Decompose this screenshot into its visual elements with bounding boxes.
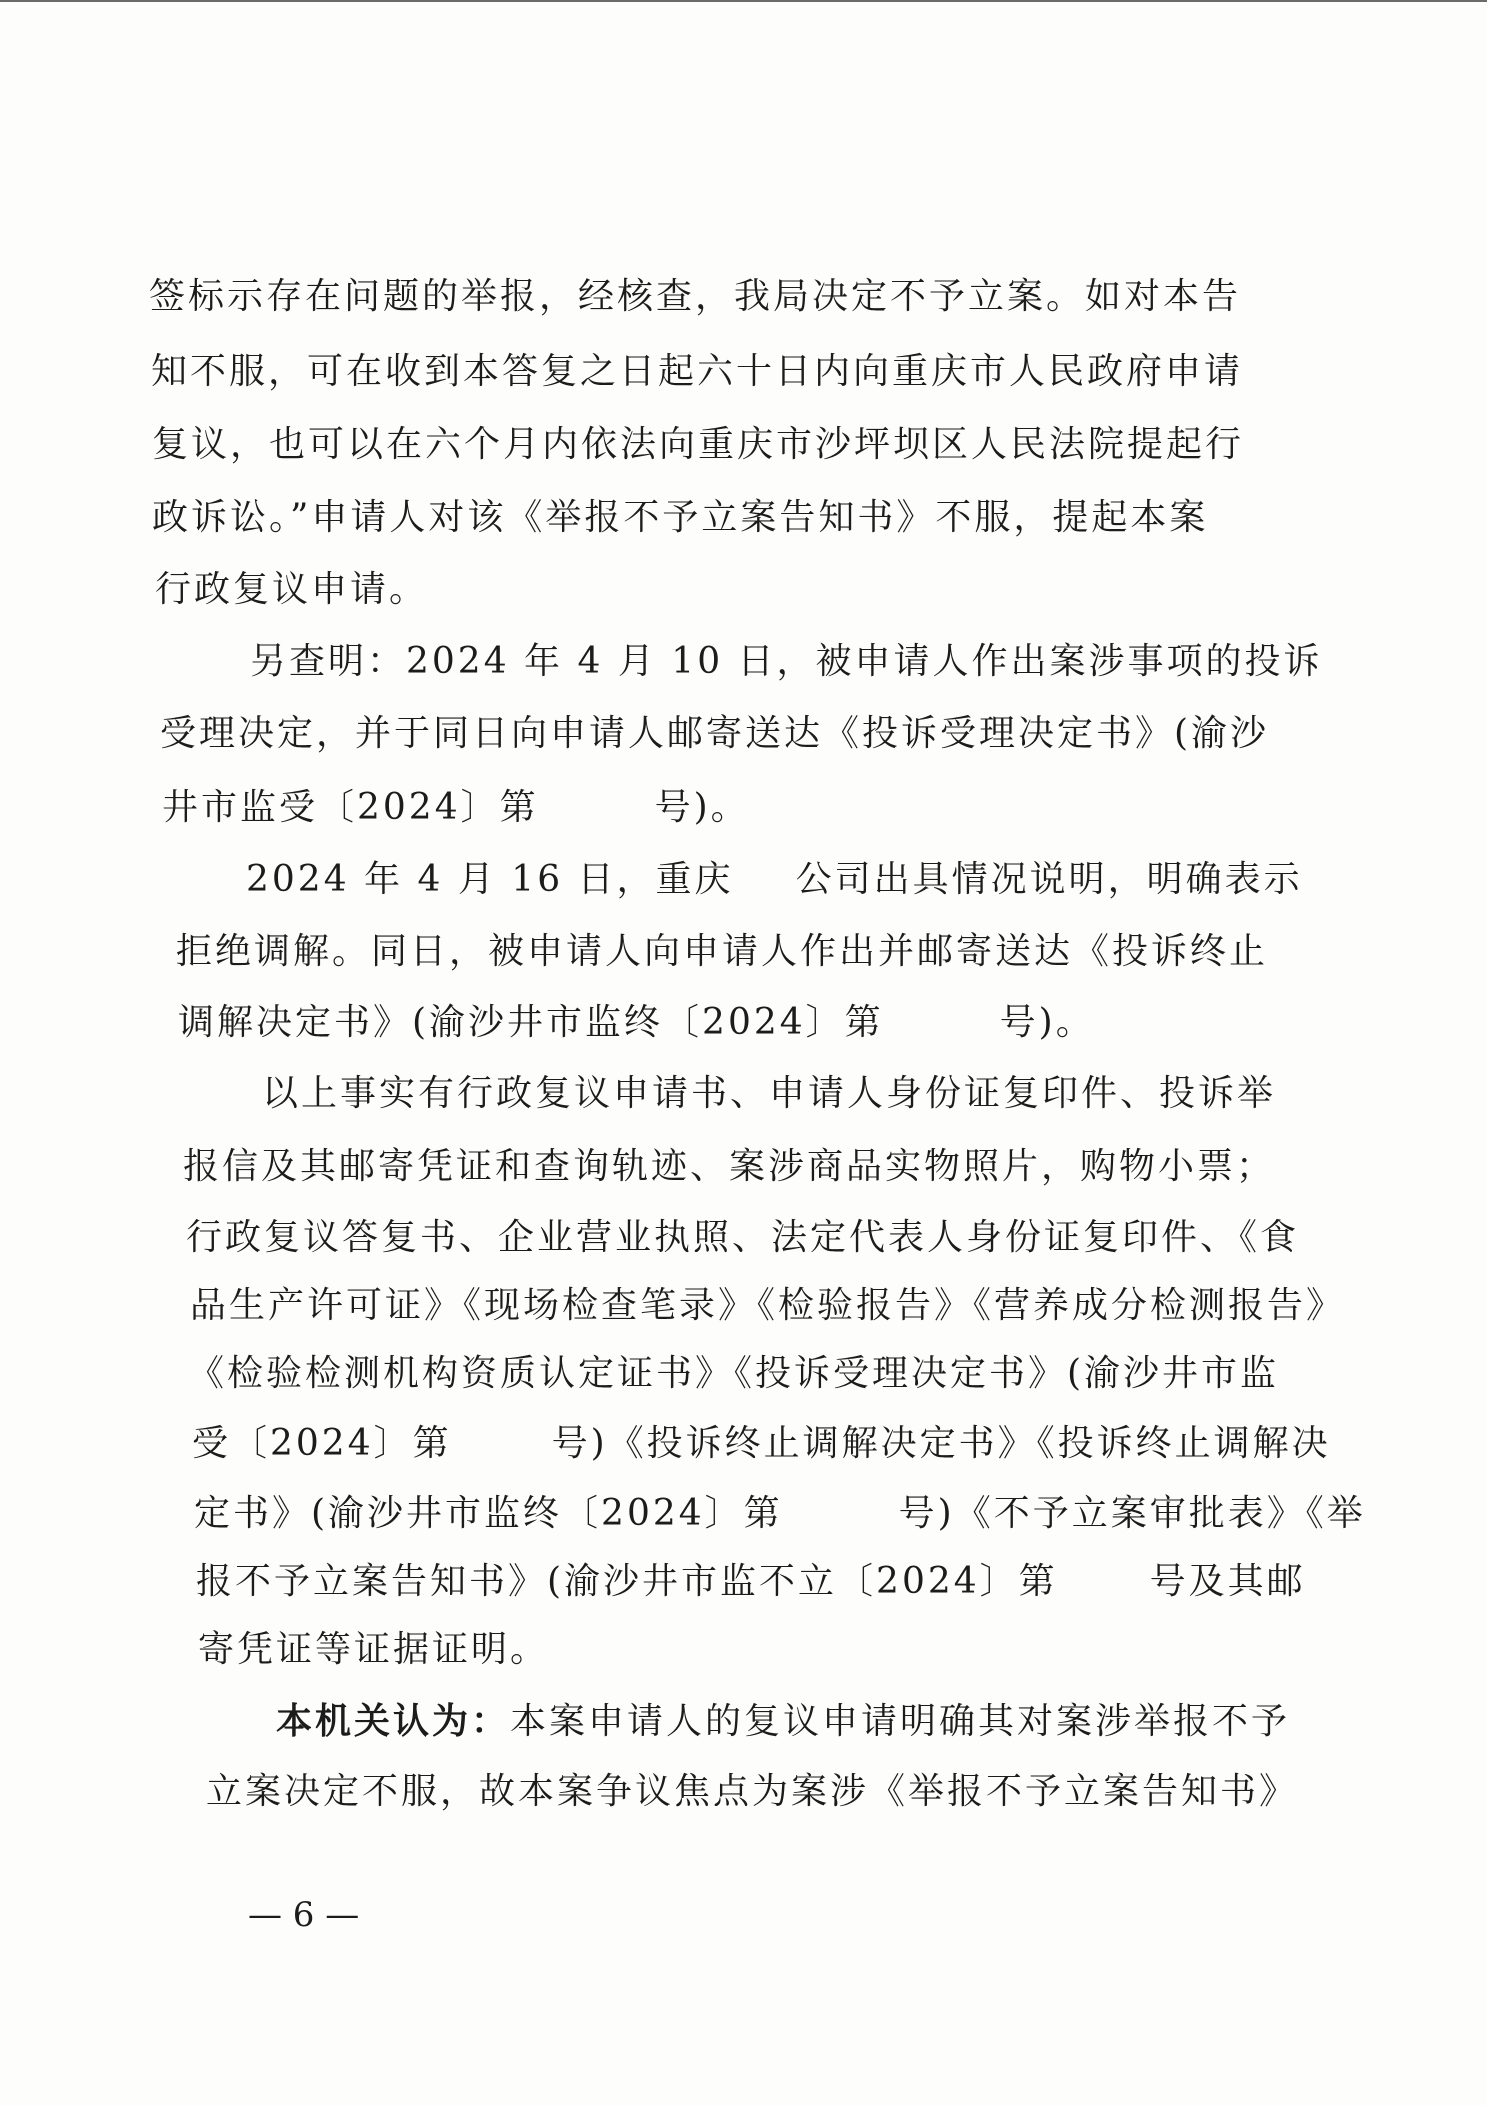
finding-paragraph-line-2: 立案决定不服，故本案争议焦点为案涉《举报不予立案告知书》 bbox=[206, 1771, 1299, 1812]
body-line-11-part-1: 调解决定书》(渝沙井市监终〔2024〕第 bbox=[178, 1002, 884, 1043]
page-edge-rule bbox=[0, 0, 1487, 2]
page-number: — 6 — bbox=[248, 1895, 360, 1935]
body-line-11 bbox=[178, 1001, 1095, 1045]
body-line-4: 政诉讼。”申请人对该《举报不予立案告知书》不服，提起本案 bbox=[152, 497, 1209, 538]
body-line-3: 复议，也可以在六个月内依法向重庆市沙坪坝区人民法院提起行 bbox=[152, 424, 1245, 465]
redacted-number bbox=[884, 1007, 1000, 1043]
body-line-17-part-2: 号)《投诉终止调解决定书》《投诉终止调解决 bbox=[551, 1423, 1331, 1464]
body-line-6: 另查明：2024 年 4 月 10 日，被申请人作出案涉事项的投诉 bbox=[250, 641, 1323, 682]
body-line-18-part-1: 定书》(渝沙井市监终〔2024〕第 bbox=[194, 1493, 783, 1534]
body-line-16: 《检验检测机构资质认定证书》《投诉受理决定书》(渝沙井市监 bbox=[188, 1353, 1280, 1394]
body-line-15: 品生产许可证》《现场检查笔录》《检验报告》《营养成分检测报告》 bbox=[190, 1285, 1346, 1326]
body-line-9-part-2: 公司出具情况说明，明确表示 bbox=[795, 859, 1303, 900]
body-line-18 bbox=[194, 1492, 1366, 1536]
body-line-5: 行政复议申请。 bbox=[155, 569, 429, 610]
body-line-10: 拒绝调解。同日，被申请人向申请人作出并邮寄送达《投诉终止 bbox=[176, 931, 1269, 972]
body-line-9-part-1: 2024 年 4 月 16 日，重庆 bbox=[246, 859, 734, 900]
body-line-17 bbox=[192, 1422, 1331, 1466]
body-line-7: 受理决定，并于同日向申请人邮寄送达《投诉受理决定书》(渝沙 bbox=[160, 713, 1270, 754]
finding-label: 本机关认为： bbox=[276, 1701, 511, 1742]
body-line-8 bbox=[162, 786, 750, 830]
finding-paragraph-line-1 bbox=[276, 1700, 1290, 1744]
body-line-20: 寄凭证等证据证明。 bbox=[198, 1629, 550, 1670]
body-line-2: 知不服，可在收到本答复之日起六十日内向重庆市人民政府申请 bbox=[151, 351, 1244, 392]
body-line-8-part-1: 井市监受〔2024〕第 bbox=[162, 787, 539, 828]
body-line-19-part-2: 号及其邮 bbox=[1149, 1561, 1306, 1602]
redacted-number bbox=[539, 792, 655, 828]
body-line-14: 行政复议答复书、企业营业执照、法定代表人身份证复印件、《食 bbox=[186, 1217, 1300, 1258]
redacted-number bbox=[783, 1498, 899, 1534]
body-line-1: 签标示存在问题的举报，经核查，我局决定不予立案。如对本告 bbox=[149, 276, 1242, 317]
body-line-19-part-1: 报不予立案告知书》(渝沙井市监不立〔2024〕第 bbox=[196, 1561, 1058, 1602]
redacted-company-name bbox=[734, 864, 796, 900]
body-line-8-part-2: 号)。 bbox=[654, 787, 750, 828]
finding-text: 本案申请人的复议申请明确其对案涉举报不予 bbox=[510, 1701, 1291, 1742]
body-line-19 bbox=[196, 1560, 1306, 1604]
body-line-12: 以上事实有行政复议申请书、申请人身份证复印件、投诉举 bbox=[262, 1073, 1277, 1114]
body-line-9 bbox=[246, 858, 1303, 902]
redacted-number bbox=[452, 1428, 552, 1464]
body-line-13: 报信及其邮寄凭证和查询轨迹、案涉商品实物照片，购物小票； bbox=[183, 1146, 1276, 1187]
body-line-17-part-1: 受〔2024〕第 bbox=[192, 1423, 452, 1464]
redacted-number bbox=[1058, 1566, 1150, 1602]
body-line-18-part-2: 号)《不予立案审批表》《举 bbox=[898, 1493, 1366, 1534]
body-line-11-part-2: 号)。 bbox=[999, 1002, 1095, 1043]
